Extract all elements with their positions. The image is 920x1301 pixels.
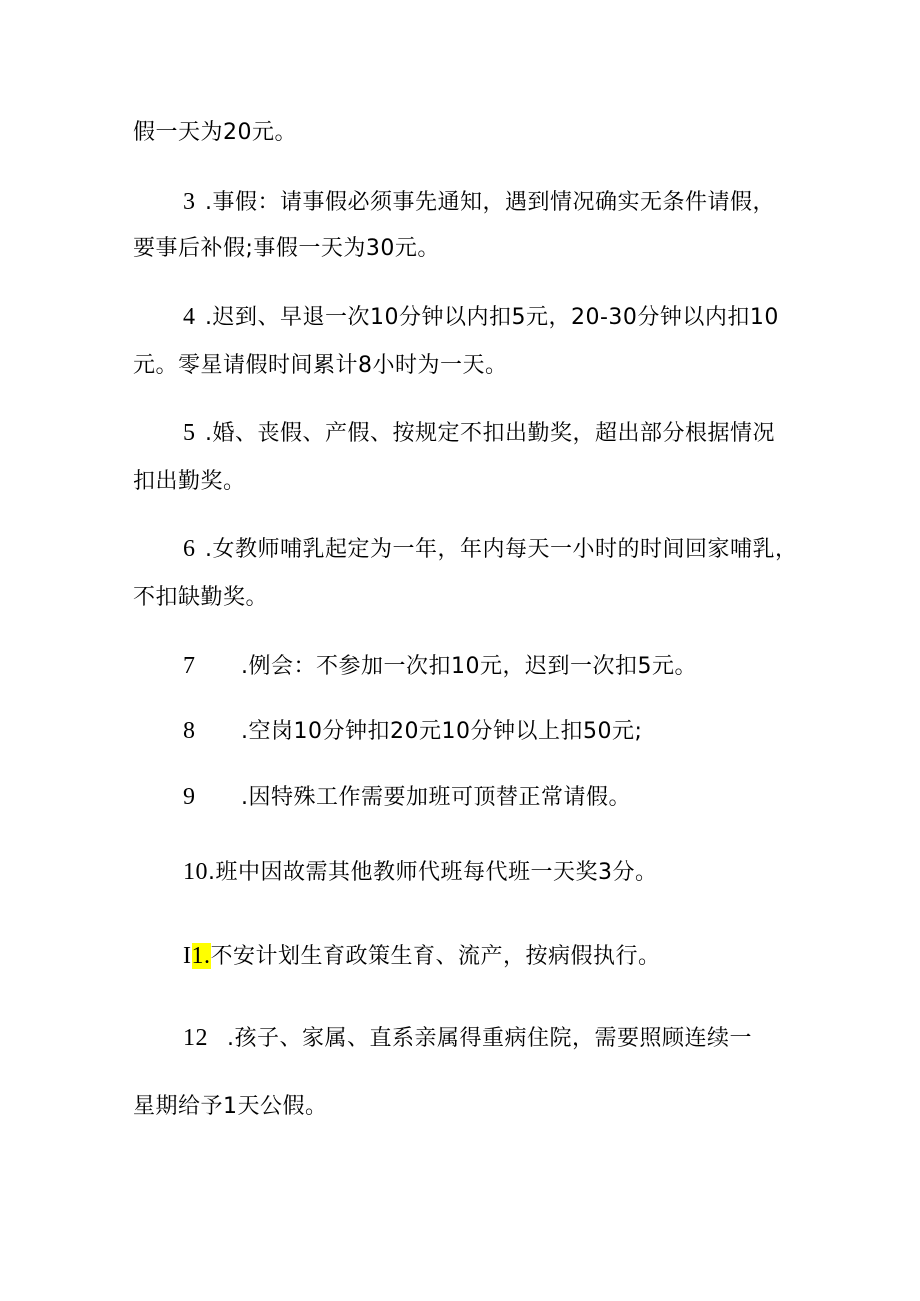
item-5-number: 5 <box>183 420 196 446</box>
item-3 <box>183 187 775 218</box>
item-5-text: .婚、丧假、产假、按规定不扣出勤奖，超出部分根据情况 <box>205 421 775 446</box>
item-11 <box>183 941 661 972</box>
item-6-number: 6 <box>183 536 196 562</box>
item-3-text: .事假：请事假必须事先通知，遇到情况确实无条件请假， <box>205 190 775 215</box>
item-10-text: .班中因故需其他教师代班每代班一天奖3分。 <box>208 860 658 885</box>
item-4-continuation-text: 元。零星请假时间累计8小时为一天。 <box>133 353 508 378</box>
item-12-number: 12 <box>183 1025 208 1051</box>
item-12-continuation <box>133 1092 328 1122</box>
item-9-text: .因特殊工作需要加班可顶替正常请假。 <box>241 785 631 810</box>
item-4-text: .迟到、早退一次10分钟以内扣5元，20-30分钟以内扣10 <box>205 305 779 330</box>
item-11-number-highlight: 1. <box>191 943 211 969</box>
item-5-continuation-text: 扣出勤奖。 <box>133 469 246 494</box>
item-12 <box>183 1023 752 1054</box>
item-6 <box>183 534 798 565</box>
item-8-number: 8 <box>183 718 196 744</box>
item-3-number: 3 <box>183 189 196 215</box>
item-6-continuation-text: 不扣缺勤奖。 <box>133 585 269 610</box>
item-11-number-prefix: I <box>183 943 192 969</box>
item-4 <box>183 302 779 333</box>
item-10 <box>183 857 658 888</box>
item-3-continuation-text: 要事后补假;事假一天为30元。 <box>133 236 440 261</box>
item-12-text: .孩子、家属、直系亲属得重病住院，需要照顾连续一 <box>227 1026 752 1051</box>
item-4-continuation <box>133 351 508 381</box>
item-7 <box>183 651 697 682</box>
item-5 <box>183 418 775 449</box>
item-4-number: 4 <box>183 304 196 330</box>
item-10-number: 10 <box>183 859 208 885</box>
item-8 <box>183 716 642 747</box>
item-3-continuation <box>133 234 440 264</box>
item-9 <box>183 782 631 813</box>
item-8-text: .空岗10分钟扣20元10分钟以上扣50元; <box>241 719 643 744</box>
item-12-continuation-text: 星期给予1天公假。 <box>133 1094 328 1119</box>
item-6-text: .女教师哺乳起定为一年，年内每天一小时的时间回家哺乳， <box>205 537 798 562</box>
item-6-continuation <box>133 583 268 613</box>
line-1-text: 假一天为20元。 <box>133 120 297 145</box>
item-7-text: .例会：不参加一次扣10元，迟到一次扣5元。 <box>241 654 697 679</box>
line-1 <box>133 118 297 148</box>
item-11-text: 不安计划生育政策生育、流产，按病假执行。 <box>210 944 661 969</box>
item-7-number: 7 <box>183 653 196 679</box>
item-5-continuation <box>133 467 246 497</box>
item-9-number: 9 <box>183 784 196 810</box>
